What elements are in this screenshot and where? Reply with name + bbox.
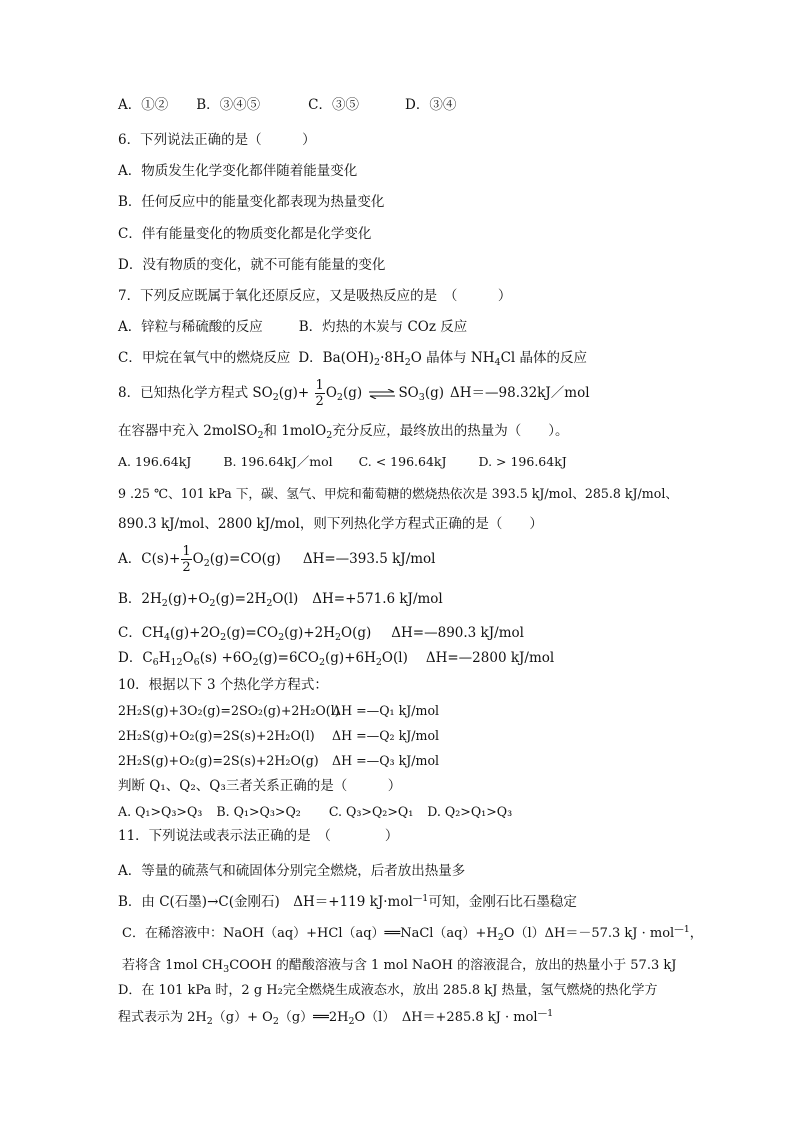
- q11-stem: 11．下列说法或表示法正确的是 （ ）: [118, 828, 399, 844]
- q7-stem: 7．下列反应既属于氧化还原反应，又是吸热反应的是 （ ）: [118, 288, 512, 304]
- q10-equation-3: 2H₂S(g)+O₂(g)=2S(s)+2H₂O(g) ΔH =—Q₃ kJ/mol: [118, 753, 440, 768]
- q5-option-d: D．③④: [405, 97, 457, 113]
- q9-option-d: D．$C_6H_{12}O_6(s) +6O_2(g)=6CO_2(g)+6H_2O(l)$ ΔH=—2800 kJ/mol: [118, 650, 555, 668]
- q9-option-a: A．C(s)+ $\frac{1}{2}$ $O_2(g)=CO(g)$ ΔH=—393.5 kJ/mol: [118, 544, 436, 575]
- q10-option-c: C. Q₃>Q₂>Q₁: [328, 804, 414, 819]
- q7-option-b: B．灼热的木炭与 COz 反应: [298, 319, 468, 335]
- q8-option-a: A. 196.64kJ: [118, 454, 192, 469]
- q10-option-b: B. Q₁>Q₃>Q₂: [216, 804, 301, 819]
- q8-equation-line: 8．已知热化学方程式 $SO_2(g)+$ $\frac{1}{2}$ $O_2(g)$ $SO_3(g)$ ΔH＝—98.32kJ／mol: [118, 378, 590, 409]
- q8-option-c: C. < 196.64kJ: [358, 454, 447, 469]
- q6-option-b: B．任何反应中的能量变化都表现为热量变化: [118, 194, 385, 210]
- q6-option-c: C．伴有能量变化的物质变化都是化学变化: [118, 226, 372, 242]
- q6-option-d: D．没有物质的变化，就不可能有能量的变化: [118, 257, 386, 273]
- q6-option-a: A．物质发生化学变化都伴随着能量变化: [118, 163, 358, 179]
- q9-stem-line2: 890.3 kJ/mol、2800 kJ/mol，则下列热化学方程式正确的是（ ）: [118, 516, 543, 532]
- q5-option-a: A．①②: [118, 97, 169, 113]
- q10-options-row: [118, 803, 512, 821]
- q8-delta-h: ΔH＝—98.32kJ／mol: [450, 385, 590, 401]
- q10-equation-2: 2H₂S(g)+O₂(g)=2S(s)+2H₂O(l) ΔH =—Q₂ kJ/mol: [118, 728, 440, 743]
- q7-option-d: D．$Ba(OH)_2\cdot 8H_2O$ 晶体与 $NH_4Cl$ 晶体的反应: [298, 350, 588, 368]
- equilibrium-arrow-icon: [368, 389, 396, 399]
- q8-stem: 在容器中充入 2molSO$_2$和 1molO$_2$充分反应，最终放出的热量为（ ）。: [118, 423, 569, 441]
- q9-option-b: B．$2H_2(g)+O_2(g)=2H_2O(l)$ ΔH=+571.6 kJ/mol: [118, 591, 443, 609]
- q9-stem-line1: 9 .25 ℃、101 kPa 下，碳、氢气、甲烷和葡萄糖的燃烧热依次是 393.5 kJ/mol、285.8 kJ/mol、: [118, 486, 678, 501]
- q7-options-cd: [118, 349, 587, 367]
- q11-option-d-continued: 程式表示为 $2H_2(g)+$ $O_2(g)══2H_2O(l)$ ΔH＝+285.8 kJ · mol$^{—1}$: [118, 1008, 554, 1027]
- q5-options-row: [118, 96, 456, 114]
- q6-stem: 6．下列说法正确的是（ ）: [118, 132, 316, 148]
- q11-option-d: D．在 101 kPa 时，2 g H₂完全燃烧生成液态水，放出 285.8 kJ 热量，氢气燃烧的热化学方: [118, 983, 658, 998]
- q7-option-a: A．锌粒与稀硫酸的反应: [118, 319, 263, 335]
- q8-option-d: D. > 196.64kJ: [478, 454, 567, 469]
- q11-option-a: A．等量的硫蒸气和硫固体分别完全燃烧，后者放出热量多: [118, 863, 466, 879]
- q9-option-c: C．$CH_4(g)+2O_2(g)=CO_2(g)+2H_2O(g)$ ΔH=—890.3 kJ/mol: [118, 625, 524, 643]
- q11-option-c: C．在稀溶液中：$NaOH(aq)+HCl(aq)══NaCl(aq)+H_2O(l)\Delta H=-57.3$ kJ · mol$^{—1}$，: [122, 924, 703, 943]
- q10-equation-1: 2H₂S(g)+3O₂(g)=2SO₂(g)+2H₂O(l)ΔH =—Q₁ kJ/mol: [118, 703, 440, 718]
- q5-option-b: B．③④⑤: [196, 97, 261, 113]
- q11-option-c-continued: 若将含 1mol $CH_3COOH$ 的醋酸溶液与含 1 mol NaOH 的溶液混合，放出的热量小于 57.3 kJ: [122, 958, 677, 975]
- q10-option-a: A. Q₁>Q₃>Q₃: [118, 804, 203, 819]
- q5-option-c: C．③⑤: [308, 97, 360, 113]
- q7-option-c: C．甲烷在氧气中的燃烧反应: [118, 350, 291, 366]
- q10-judge: 判断 Q₁、Q₂、Q₃三者关系正确的是（ ）: [118, 778, 402, 794]
- q8-fraction: $\frac{1}{2}$: [315, 378, 324, 409]
- q11-option-b: B．由 C(石墨)→C(金刚石) ΔH＝+119 kJ·mol$^{—1}$可知，金刚石比石墨稳定: [118, 893, 577, 910]
- q7-options-ab: [118, 318, 467, 336]
- q9-fraction: $\frac{1}{2}$: [182, 544, 191, 575]
- q8-options-row: [118, 453, 567, 471]
- q8-option-b: B. 196.64kJ／mol: [223, 454, 333, 469]
- q10-stem: 10．根据以下 3 个热化学方程式：: [118, 677, 328, 693]
- q10-option-d: D. Q₂>Q₁>Q₃: [427, 804, 513, 819]
